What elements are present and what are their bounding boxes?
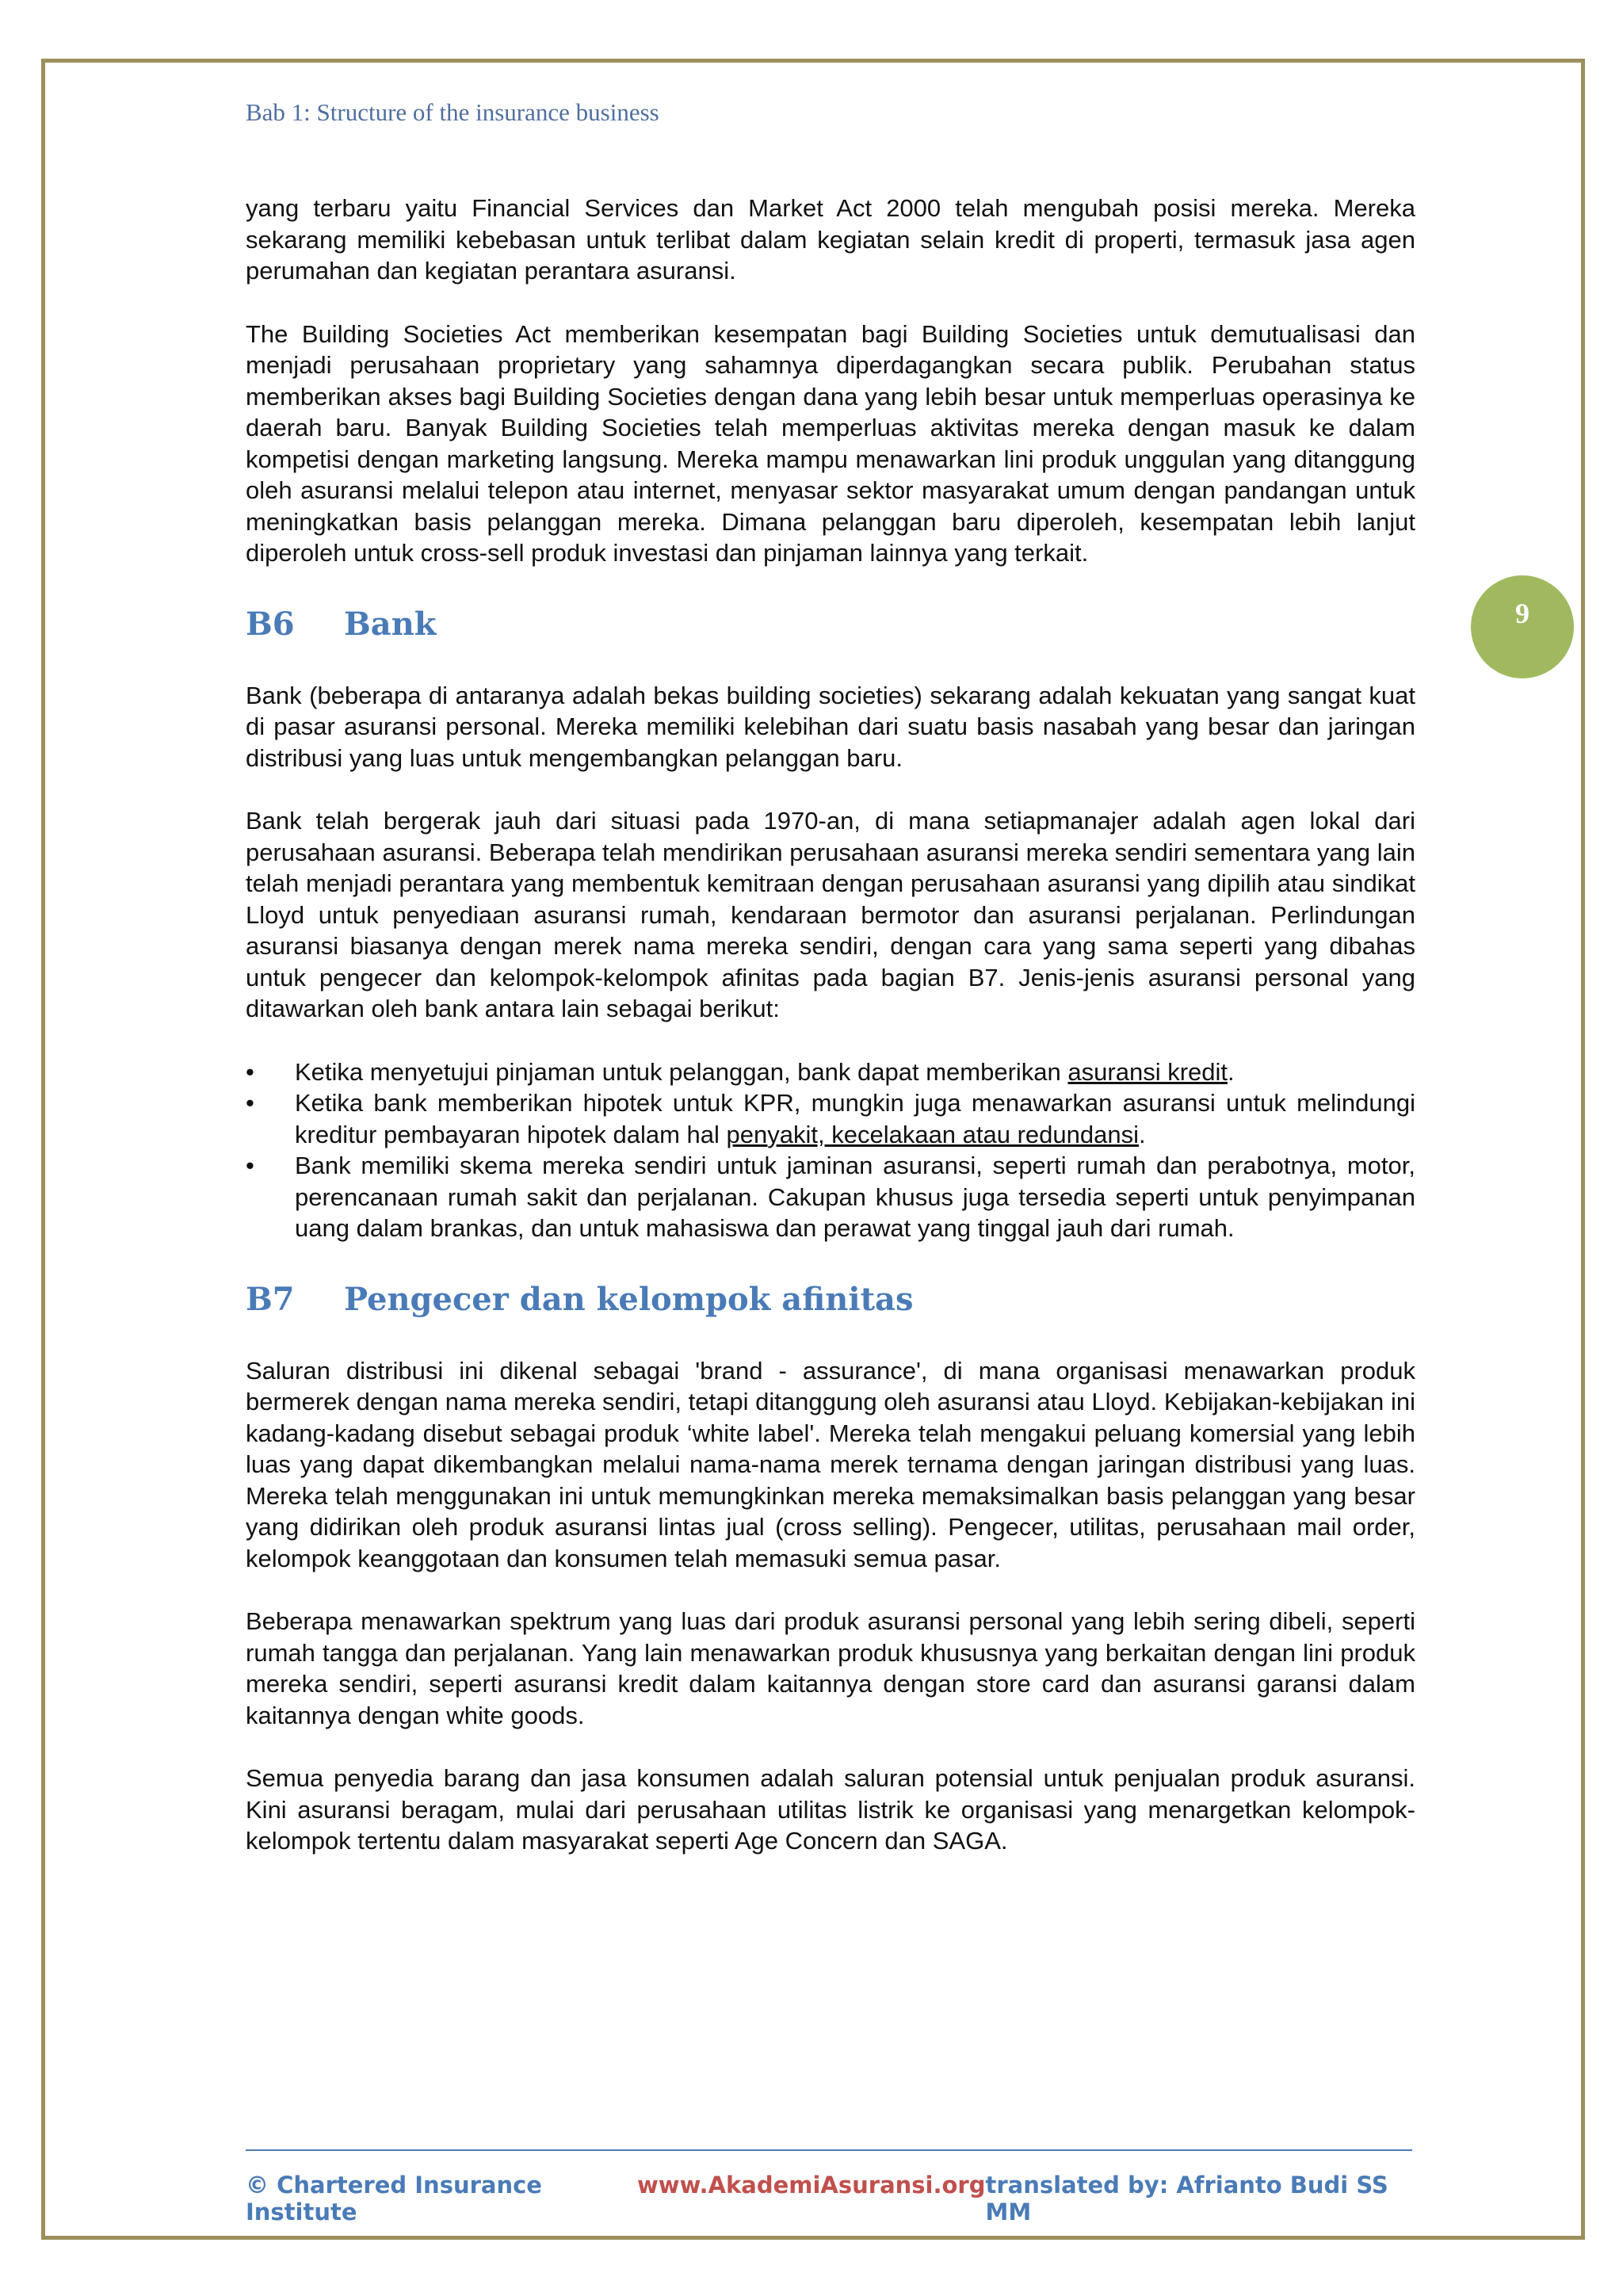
paragraph: Beberapa menawarkan spektrum yang luas dari produk asuransi personal yang lebih sering dibeli, seperti rumah tangga dan perjalanan. Yang lain menawarkan produk khususnya yang berkaitan dengan lini produk mereka sendiri, seperti asuransi kredit dalam kaitannya dengan store card dan asuransi garansi dalam kaitannya dengan white goods. <box>246 1607 1415 1729</box>
footer-copyright: © Chartered Insurance Institute <box>246 2172 542 2225</box>
bullet-item <box>246 1150 1415 1244</box>
bullet-icon: • <box>246 1152 254 1179</box>
footer-translator: translated by: Afrianto Budi SS MM <box>985 2172 1388 2225</box>
paragraph: The Building Societies Act memberikan kesempatan bagi Building Societies untuk demutualisasi dan menjadi perusahaan proprietary yang sahamnya diperdagangkan secara publik. Perubahan status memberikan akses bagi Building Societies dengan dana yang lebih besar untuk memperluas operasinya ke daerah baru. Banyak Building Societies telah memperluas aktivitas mereka dengan masuk ke dalam kompetisi dengan marketing langsung. Mereka mampu menawarkan lini produk unggulan yang ditanggung oleh asuransi melalui telepon atau internet, menyasar sektor masyarakat umum dengan pandangan untuk meningkatkan basis pelanggan mereka. Dimana pelanggan baru diperoleh, kesempatan lebih lanjut diperoleh untuk cross-sell produk investasi dan pinjaman lainnya yang terkait. <box>246 319 1415 567</box>
page-number-badge <box>1471 575 1574 678</box>
running-header: Bab 1: Structure of the insurance business <box>246 98 659 126</box>
paragraph: Bank telah bergerak jauh dari situasi pada 1970-an, di mana setiapmanajer adalah agen lokal dari perusahaan asuransi. Beberapa telah mendirikan perusahaan asuransi mereka sendiri sementara yang lain telah menjadi perantara yang membentuk kemitraan dengan perusahaan asuransi yang dipilih atau sindikat Lloyd untuk penyediaan asuransi rumah, kendaraan bermotor dan asuransi perjalanan. Perlindungan asuransi biasanya dengan merek nama mereka sendiri, dengan cara yang sama seperti yang dibahas untuk pengecer dan kelompok-kelompok afinitas pada bagian B7. Jenis-jenis asuransi personal yang ditawarkan oleh bank antara lain sebagai berikut: <box>246 807 1415 1022</box>
section-title: Bank <box>344 605 437 643</box>
paragraph: Semua penyedia barang dan jasa konsumen adalah saluran potensial untuk penjualan produk asuransi. Kini asuransi beragam, mulai dari perusahaan utilitas listrik ke organisasi yang menargetkan kelompok-kelompok tertentu dalam masyarakat seperti Age Concern dan SAGA. <box>246 1764 1415 1855</box>
footer-website-link[interactable]: www.AkademiAsuransi.org <box>637 2172 986 2199</box>
paragraph: Bank (beberapa di antaranya adalah bekas building societies) sekarang adalah kekuatan yang sangat kuat di pasar asuransi personal. Mereka memiliki kelebihan dari suatu basis nasabah yang besar dan jaringan distribusi yang luas untuk mengembangkan pelanggan baru. <box>246 681 1415 772</box>
paragraph: Saluran distribusi ini dikenal sebagai 'brand - assurance', di mana organisasi menawarkan produk bermerek dengan nama mereka sendiri, tetapi ditanggung oleh asuransi atau Lloyd. Kebijakan-kebijakan ini kadang-kadang disebut sebagai produk ‘white label'. Mereka telah mengakui peluang komersial yang lebih luas yang dapat dikembangkan melalui nama-nama merek ternama dengan jaringan distribusi yang luas. Mereka telah menggunakan ini untuk memungkinkan mereka memaksimalkan basis pelanggan yang besar yang didirikan oleh produk asuransi lintas jual (cross selling). Pengecer, utilitas, perusahaan mail order, kelompok keanggotaan dan konsumen telah memasuki semua pasar. <box>246 1356 1415 1572</box>
bullet-text-end: . <box>1139 1120 1146 1148</box>
bullet-item <box>246 1056 1415 1088</box>
bullet-text: Ketika menyetujui pinjaman untuk pelanggan, bank dapat memberikan <box>295 1057 1068 1086</box>
bullet-icon: • <box>246 1057 254 1086</box>
bullet-text-end: . <box>1228 1057 1235 1086</box>
bullet-icon: • <box>246 1089 254 1117</box>
document-body <box>246 193 1415 1889</box>
section-number: B7 <box>246 1280 295 1318</box>
bullet-text: Ketika bank memberikan hipotek untuk KPR, mungkin juga menawarkan asuransi untuk melindungi kreditur pembayaran hipotek dalam hal <box>295 1089 1415 1148</box>
section-title: Pengecer dan kelompok afinitas <box>344 1280 914 1318</box>
underlined-term: asuransi kredit <box>1067 1057 1228 1086</box>
section-number: B6 <box>246 605 295 643</box>
bullet-list <box>246 1056 1415 1244</box>
footer <box>246 2172 1415 2225</box>
page-number: 9 <box>1515 598 1529 629</box>
section-heading-b6 <box>246 601 1415 648</box>
bullet-text: Bank memiliki skema mereka sendiri untuk jaminan asuransi, seperti rumah dan perabotnya, motor, perencanaan rumah sakit dan perjalanan. Cakupan khusus juga tersedia seperti untuk penyimpanan uang dalam brankas, dan untuk mahasiswa dan perawat yang tinggal jauh dari rumah. <box>295 1152 1415 1242</box>
section-heading-b7 <box>246 1276 1415 1324</box>
footer-rule <box>246 2149 1412 2151</box>
paragraph: yang terbaru yaitu Financial Services dan Market Act 2000 telah mengubah posisi mereka. Mereka sekarang memiliki kebebasan untuk terlibat dalam kegiatan selain kredit di properti, termasuk jasa agen perumahan dan kegiatan perantara asuransi. <box>246 194 1415 285</box>
underlined-term: penyakit, kecelakaan atau redundansi <box>726 1120 1140 1148</box>
bullet-item <box>246 1087 1415 1150</box>
